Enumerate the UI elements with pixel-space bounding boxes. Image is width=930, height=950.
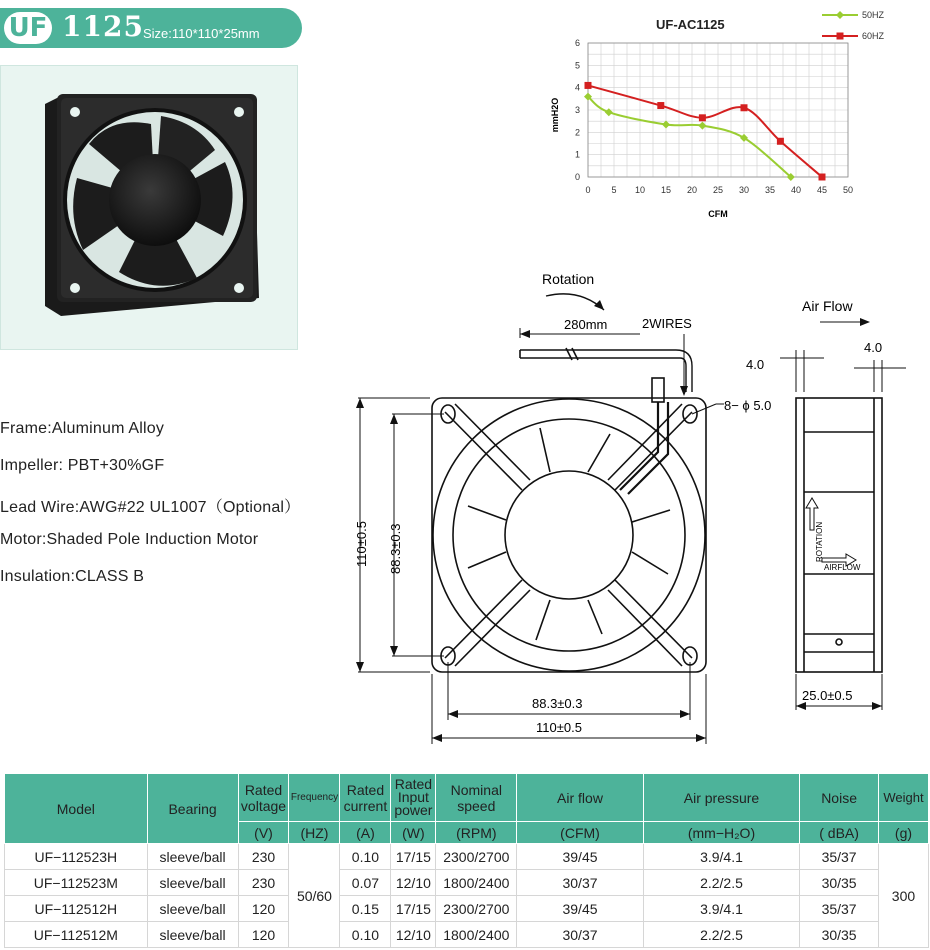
chart-ticks — [575, 38, 853, 195]
data-point — [662, 121, 670, 129]
y-tick-label: 6 — [574, 38, 580, 48]
unit-noise: ( dBA) — [800, 822, 879, 844]
th-noise: Noise — [800, 774, 879, 822]
spec-motor: Motor:Shaded Pole Induction Motor — [0, 531, 259, 548]
airflow-label: Air Flow — [802, 298, 853, 314]
data-point — [777, 138, 784, 145]
x-tick-label: 35 — [764, 185, 776, 195]
chart-xlabel: CFM — [708, 209, 728, 219]
legend-label: 60HZ — [862, 31, 885, 41]
dim-depth-label: 25.0±0.5 — [802, 688, 853, 703]
chart-legend — [822, 10, 885, 41]
x-tick-label: 20 — [686, 185, 698, 195]
table-row: UF−112512M sleeve/ball 120 0.10 12/10 1800/2400 30/37 2.2/2.5 30/35 — [5, 922, 929, 948]
data-point — [605, 108, 613, 116]
legend-marker — [836, 11, 844, 19]
x-tick-label: 40 — [790, 185, 802, 195]
fan-dimension-drawing — [340, 262, 930, 750]
th-power: Rated Input power — [391, 774, 436, 822]
frequency-cell: 50/60 — [289, 844, 340, 948]
x-tick-label: 5 — [611, 185, 617, 195]
unit-frequency: (HZ) — [289, 822, 340, 844]
data-point — [741, 104, 748, 111]
series-line-50HZ — [588, 97, 791, 177]
dim-hole-h-label: 88.3±0.3 — [532, 696, 583, 711]
chart-title: UF-AC1125 — [656, 17, 725, 32]
unit-weight: (g) — [878, 822, 928, 844]
x-tick-label: 25 — [712, 185, 724, 195]
th-model: Model — [5, 774, 148, 844]
header-banner — [0, 8, 302, 48]
model-number: 1125 — [62, 10, 144, 43]
table-row: UF−112523M sleeve/ball 230 0.07 12/10 1800/2400 30/37 2.2/2.5 30/35 — [5, 870, 929, 896]
y-tick-label: 3 — [574, 105, 580, 115]
th-frequency: Frequency — [289, 774, 340, 822]
data-point — [657, 102, 664, 109]
chart-ylabel: mmH2O — [550, 97, 560, 133]
side-rotation-label: ROTATION — [815, 521, 824, 562]
spec-lead-wire: Lead Wire:AWG#22 UL1007（Optional） — [0, 499, 301, 516]
unit-speed: (RPM) — [436, 822, 517, 844]
legend-marker — [837, 33, 844, 40]
dim-width-label: 110±0.5 — [536, 720, 582, 735]
side-airflow-label: AIRFLOW — [824, 563, 861, 572]
wire-length-label: 280mm — [564, 317, 608, 332]
spec-impeller: Impeller: PBT+30%GF — [0, 457, 165, 474]
weight-cell: 300 — [878, 844, 928, 948]
th-current: Rated current — [340, 774, 391, 822]
holes-label: 8− ϕ 5.0 — [724, 398, 772, 413]
unit-voltage: (V) — [238, 822, 289, 844]
spec-frame: Frame:Aluminum Alloy — [0, 420, 165, 437]
legend-label: 50HZ — [862, 10, 885, 20]
data-point — [819, 174, 826, 181]
x-tick-label: 30 — [738, 185, 750, 195]
unit-airflow: (CFM) — [517, 822, 643, 844]
dim-side-left-label: 4.0 — [746, 357, 765, 372]
th-pressure: Air pressure — [643, 774, 799, 822]
y-tick-label: 2 — [574, 127, 580, 138]
y-tick-label: 0 — [574, 172, 580, 182]
y-tick-label: 5 — [574, 60, 580, 71]
unit-current: (A) — [340, 822, 391, 844]
dim-side-right-label: 4.0 — [864, 340, 883, 355]
x-tick-label: 10 — [634, 185, 646, 195]
table-row: UF−112512H sleeve/ball 120 0.15 17/15 2300/2700 39/45 3.9/4.1 35/37 — [5, 896, 929, 922]
product-photo — [0, 65, 298, 350]
dim-height-label: 110±0.5 — [354, 521, 369, 567]
size-label: Size:110*110*25mm — [143, 26, 260, 41]
spec-table — [4, 773, 929, 948]
y-tick-label: 1 — [574, 149, 580, 160]
brand-logo: UF — [4, 12, 52, 44]
dim-hole-v-label: 88.3±0.3 — [388, 523, 403, 574]
th-airflow: Air flow — [517, 774, 643, 822]
unit-pressure: (mm−H₂O) — [643, 822, 799, 844]
unit-power: (W) — [391, 822, 436, 844]
data-point — [585, 82, 592, 89]
chart-grid — [588, 43, 848, 177]
spec-insulation: Insulation:CLASS B — [0, 568, 145, 585]
th-voltage: Rated voltage — [238, 774, 289, 822]
x-tick-label: 0 — [585, 185, 591, 195]
wires-label: 2WIRES — [642, 316, 692, 331]
th-weight: Weight — [878, 774, 928, 822]
y-tick-label: 4 — [574, 82, 580, 93]
x-tick-label: 50 — [842, 185, 854, 195]
x-tick-label: 15 — [660, 185, 672, 195]
table-row: UF−112523H sleeve/ball 230 50/60 0.10 17/15 2300/2700 39/45 3.9/4.1 35/37 300 — [5, 844, 929, 870]
x-tick-label: 45 — [816, 185, 828, 195]
th-bearing: Bearing — [147, 774, 238, 844]
rotation-label: Rotation — [542, 271, 595, 287]
performance-chart — [540, 5, 930, 225]
data-point — [699, 114, 706, 121]
th-speed: Nominal speed — [436, 774, 517, 822]
